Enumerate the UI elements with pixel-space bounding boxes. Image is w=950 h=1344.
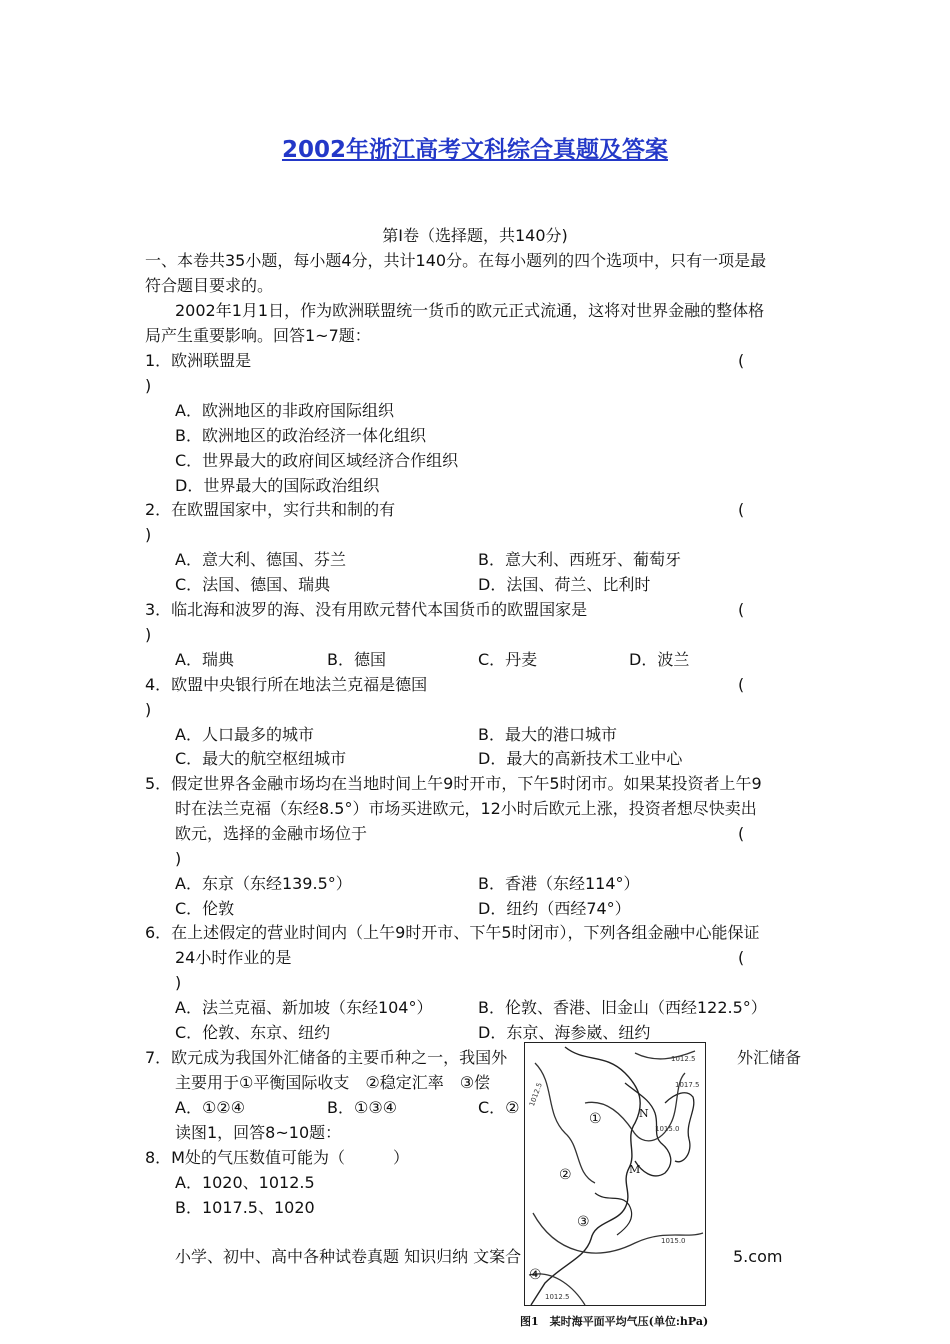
q5-option-b: B．香港（东经114°） bbox=[478, 874, 640, 893]
coastline-south bbox=[595, 1193, 632, 1235]
q7-option-b: B．①③④ bbox=[327, 1098, 398, 1117]
q5-stem-1: 5．假定世界各金融市场均在当地时间上午9时开市，下午5时闭市。如果某投资者上午9 bbox=[145, 774, 762, 793]
isobar-label: 1012.5 bbox=[527, 1081, 544, 1108]
q1-paren-open: ( bbox=[738, 351, 745, 370]
q8-option-b: B．1017.5、1020 bbox=[175, 1198, 315, 1217]
q3-paren-open: ( bbox=[738, 600, 745, 619]
page-title: 2002年浙江高考文科综合真题及答案 bbox=[281, 137, 668, 163]
map-label-2: ② bbox=[559, 1167, 572, 1183]
q7-stem-tail: 外汇储备 bbox=[737, 1048, 802, 1067]
q1-option-c: C．世界最大的政府间区域经济合作组织 bbox=[175, 451, 459, 470]
q2-stem: 2．在欧盟国家中，实行共和制的有 bbox=[145, 500, 396, 519]
q2-option-b: B．意大利、西班牙、葡萄牙 bbox=[478, 550, 681, 569]
isobar-label: 1015.0 bbox=[661, 1237, 686, 1245]
section-heading: 第I卷（选择题，共140分) bbox=[382, 226, 568, 245]
isobar-label: 1017.5 bbox=[675, 1081, 700, 1089]
q6-paren-open: ( bbox=[738, 948, 745, 967]
q4-paren-close: ) bbox=[145, 700, 152, 719]
passage-line-1: 2002年1月1日，作为欧洲联盟统一货币的欧元正式流通，这将对世界金融的整体格 bbox=[175, 301, 765, 320]
q8-stem: 8．M处的气压数值可能为（ ） bbox=[145, 1148, 409, 1167]
q4-option-a: A．人口最多的城市 bbox=[175, 725, 314, 744]
q5-paren-open: ( bbox=[738, 824, 745, 843]
q6-option-d: D．东京、海参崴、纽约 bbox=[478, 1023, 651, 1042]
q7-option-c: C．② bbox=[478, 1098, 520, 1117]
intro-line-1: 一、本卷共35小题，每小题4分，共计140分。在每小题列的四个选项中，只有一项是最 bbox=[145, 251, 767, 270]
q5-option-d: D．纽约（西经74°） bbox=[478, 899, 631, 918]
q1-option-d: D．世界最大的国际政治组织 bbox=[175, 476, 380, 495]
q4-option-b: B．最大的港口城市 bbox=[478, 725, 617, 744]
q7-stem-1: 7．欧元成为我国外汇储备的主要币种之一，我国外 bbox=[145, 1048, 508, 1067]
map-label-n: N bbox=[639, 1107, 649, 1120]
isobar-label: 1015.0 bbox=[655, 1125, 680, 1133]
q4-paren-open: ( bbox=[738, 675, 745, 694]
q5-option-c: C．伦敦 bbox=[175, 899, 235, 918]
q8-option-a: A．1020、1012.5 bbox=[175, 1173, 315, 1192]
q6-stem-1: 6．在上述假定的营业时间内（上午9时开市、下午5时闭市），下列各组金融中心能保证 bbox=[145, 923, 760, 942]
q6-option-c: C．伦敦、东京、纽约 bbox=[175, 1023, 331, 1042]
q3-paren-close: ) bbox=[145, 625, 152, 644]
q2-option-c: C．法国、德国、瑞典 bbox=[175, 575, 331, 594]
q5-option-a: A．东京（东经139.5°） bbox=[175, 874, 352, 893]
q4-option-d: D．最大的高新技术工业中心 bbox=[478, 749, 683, 768]
footer-text: 小学、初中、高中各种试卷真题 知识归纳 文案合 bbox=[175, 1247, 522, 1266]
map-label-m: M bbox=[629, 1163, 641, 1176]
pressure-map-svg bbox=[525, 1043, 705, 1305]
q4-option-c: C．最大的航空枢纽城市 bbox=[175, 749, 347, 768]
isobar-label: 1012.5 bbox=[671, 1055, 696, 1063]
q2-paren-close: ) bbox=[145, 525, 152, 544]
q2-paren-open: ( bbox=[738, 500, 745, 519]
q3-stem: 3．临北海和波罗的海、没有用欧元替代本国货币的欧盟国家是 bbox=[145, 600, 588, 619]
q3-option-c: C．丹麦 bbox=[478, 650, 538, 669]
q6-stem-2: 24小时作业的是 bbox=[175, 948, 292, 967]
footer-domain: 5.com bbox=[733, 1247, 783, 1266]
q1-option-a: A．欧洲地区的非政府国际组织 bbox=[175, 401, 394, 420]
q4-stem: 4．欧盟中央银行所在地法兰克福是德国 bbox=[145, 675, 428, 694]
intro-line-2: 符合题目要求的。 bbox=[145, 276, 274, 295]
q1-option-b: B．欧洲地区的政治经济一体化组织 bbox=[175, 426, 426, 445]
q5-paren-close: ) bbox=[175, 849, 182, 868]
map-prompt: 读图1，回答8~10题： bbox=[175, 1123, 342, 1142]
figure-caption: 图1 某时海平面平均气压(单位:hPa) bbox=[520, 1315, 709, 1328]
q5-stem-3: 欧元，选择的金融市场位于 bbox=[175, 824, 368, 843]
q7-stem-2: 主要用于①平衡国际收支 ②稳定汇率 ③偿 bbox=[175, 1073, 491, 1092]
q2-option-a: A．意大利、德国、芬兰 bbox=[175, 550, 346, 569]
q1-paren-close: ) bbox=[145, 376, 152, 395]
q7-option-a: A．①②④ bbox=[175, 1098, 245, 1117]
q3-option-d: D．波兰 bbox=[629, 650, 690, 669]
q2-option-d: D．法国、荷兰、比利时 bbox=[478, 575, 651, 594]
map-label-3: ③ bbox=[577, 1214, 590, 1230]
passage-line-2: 局产生重要影响。回答1~7题： bbox=[145, 326, 371, 345]
q3-option-b: B．德国 bbox=[327, 650, 386, 669]
isobar-line bbox=[533, 1213, 703, 1253]
q5-stem-2: 时在法兰克福（东经8.5°）市场买进欧元，12小时后欧元上涨，投资者想尽快卖出 bbox=[175, 799, 757, 818]
map-label-1: ① bbox=[589, 1111, 602, 1127]
pressure-map-figure bbox=[524, 1042, 706, 1306]
q3-option-a: A．瑞典 bbox=[175, 650, 234, 669]
q6-option-b: B．伦敦、香港、旧金山（西经122.5°） bbox=[478, 998, 767, 1017]
q1-stem: 1．欧洲联盟是 bbox=[145, 351, 252, 370]
map-label-4: ④ bbox=[529, 1267, 542, 1283]
q6-paren-close: ) bbox=[175, 973, 182, 992]
isobar-label: 1012.5 bbox=[545, 1293, 570, 1301]
q6-option-a: A．法兰克福、新加坡（东经104°） bbox=[175, 998, 433, 1017]
isobar-line bbox=[535, 1063, 595, 1183]
